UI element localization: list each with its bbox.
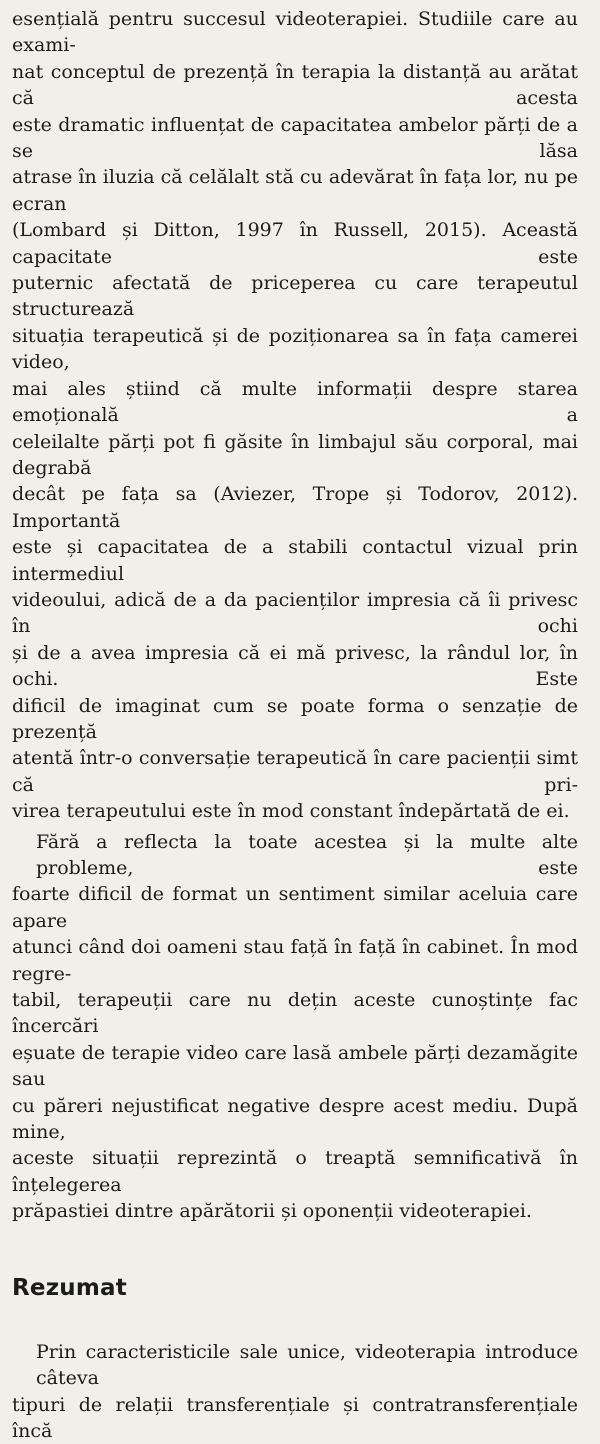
text-line: foarte dificil de format un sentiment similar aceluia care apare [12, 881, 578, 934]
text-line: Prin caracteristicile sale unice, videoterapia introduce câteva [12, 1339, 578, 1392]
text-line: atrase în iluzia că celălalt stă cu adevărat în fața lor, nu pe ecran [12, 164, 578, 217]
text-line: Fără a reflecta la toate acestea și la multe alte probleme, este [12, 829, 578, 882]
text-line: (Lombard și Ditton, 1997 în Russell, 2015). Această capacitate este [12, 217, 578, 270]
paragraph-2 [12, 829, 578, 1225]
text-line: dificil de imaginat cum se poate forma o senzație de prezență [12, 693, 578, 746]
text-line: și de a avea impresia că ei mă privesc, la rândul lor, în ochi. Este [12, 640, 578, 693]
text-line: videoului, adică de a da pacienților impresia că îi privesc în ochi [12, 587, 578, 640]
text-line: prăpastiei dintre apărătorii și oponenții videoterapiei. [12, 1198, 578, 1224]
text-line: virea terapeutului este în mod constant îndepărtată de ei. [12, 798, 578, 824]
text-line: este și capacitatea de a stabili contactul vizual prin intermediul [12, 534, 578, 587]
paragraph-1 [12, 6, 578, 825]
text-line: atunci când doi oameni stau față în față în cabinet. În mod regre- [12, 934, 578, 987]
text-line: atentă într-o conversație terapeutică în care pacienții simt că pri- [12, 745, 578, 798]
text-line: tipuri de relații transferențiale și contratransferențiale încă [12, 1392, 578, 1444]
text-line: cu păreri nejustificat negative despre acest mediu. După mine, [12, 1093, 578, 1146]
text-line: nat conceptul de prezență în terapia la distanță au arătat că acesta [12, 59, 578, 112]
text-line: tabil, terapeuții care nu dețin aceste cunoștințe fac încercări [12, 987, 578, 1040]
text-line: celeilalte părți pot fi găsite în limbajul său corporal, mai degrabă [12, 429, 578, 482]
text-line: esențială pentru succesul videoterapiei. Studiile care au exami- [12, 6, 578, 59]
text-line: eșuate de terapie video care lasă ambele părți dezamăgite sau [12, 1040, 578, 1093]
text-line: aceste situații reprezintă o treaptă semnificativă în înțelegerea [12, 1145, 578, 1198]
paragraph-3 [12, 1339, 578, 1444]
text-line: este dramatic influențat de capacitatea ambelor părți de a se lăsa [12, 112, 578, 165]
text-line: decât pe fața sa (Aviezer, Trope și Todorov, 2012). Importantă [12, 481, 578, 534]
section-heading: Rezumat [12, 1275, 578, 1301]
text-line: situația terapeutică și de poziționarea sa în fața camerei video, [12, 323, 578, 376]
text-line: puternic afectată de priceperea cu care terapeutul structurează [12, 270, 578, 323]
text-line: mai ales știind că multe informații despre starea emoțională a [12, 376, 578, 429]
